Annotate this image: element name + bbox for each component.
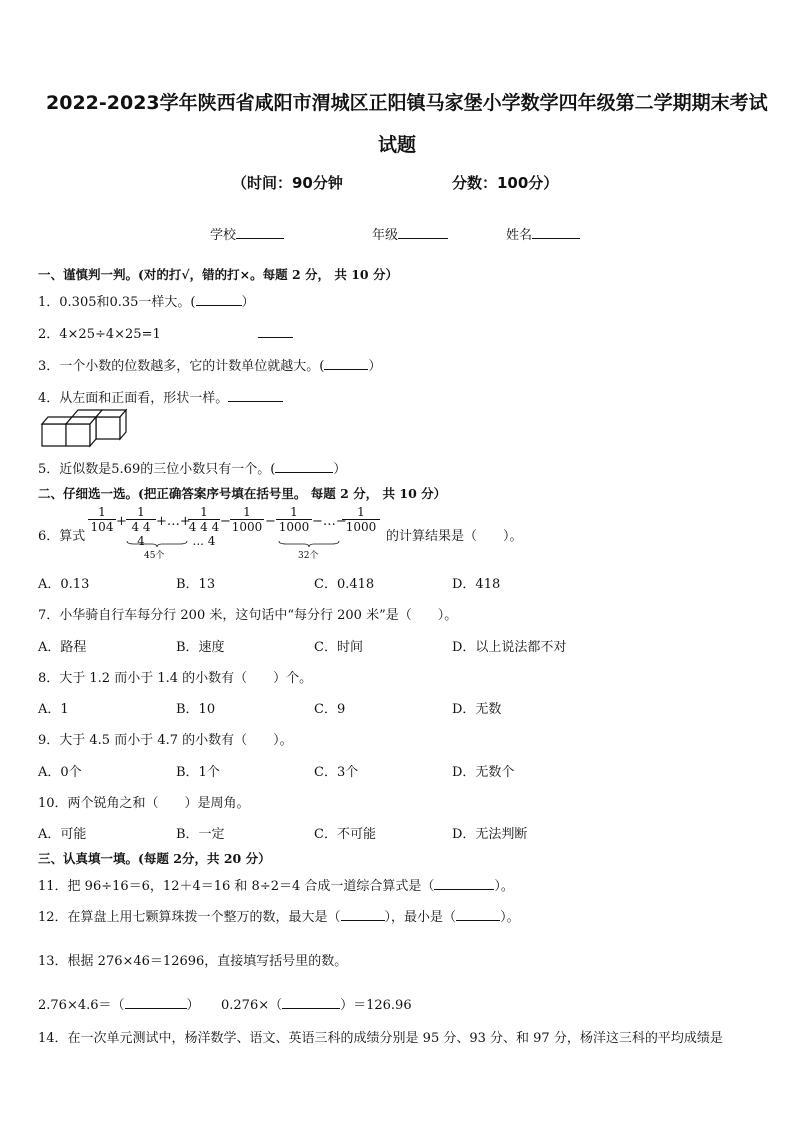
q6-frac-den: 1000 (231, 520, 263, 534)
q6-frac-num: 1 (126, 505, 156, 520)
q12-blank-min[interactable] (456, 908, 500, 921)
q6-frac-num: 1 (188, 505, 220, 520)
q6-option-d[interactable]: D．418 (452, 577, 501, 592)
name-blank[interactable] (532, 226, 580, 239)
q13-b-blank[interactable] (282, 996, 340, 1009)
q10-option-b[interactable]: B．一定 (176, 827, 225, 842)
q12-mid: ），最小是（ (384, 910, 457, 925)
q3-text: 3．一个小数的位数越多，它的计数单位就越大。( (38, 359, 325, 374)
grade-label: 年级 (372, 228, 399, 243)
q13-a-blank[interactable] (125, 996, 187, 1009)
q6-fraction (230, 505, 264, 534)
question-1 (38, 291, 255, 310)
question-6-prefix: 6．算式 (38, 529, 86, 544)
q2-blank[interactable] (258, 325, 293, 338)
q13-part-b (221, 994, 412, 1013)
q8-option-a[interactable]: A．1 (38, 702, 69, 717)
q10-option-a[interactable]: A．可能 (38, 827, 87, 842)
q6-fraction (342, 505, 380, 534)
question-12 (38, 906, 520, 925)
q6-fraction (276, 505, 312, 534)
q6-frac-num: 1 (342, 505, 380, 520)
q8-option-b[interactable]: B．10 (176, 702, 216, 717)
exam-score: 分数：100分） (452, 174, 559, 192)
q8-option-d[interactable]: D．无数 (452, 702, 502, 717)
q10-option-d[interactable]: D．无法判断 (452, 827, 528, 842)
school-field (210, 224, 284, 243)
q5-text: 5．近似数是5.69的三位小数只有一个。( (38, 462, 276, 477)
q12-blank-max[interactable] (341, 908, 385, 921)
q6-frac-den: 4 4 4 ... 4 (188, 520, 220, 548)
school-label: 学校 (210, 228, 237, 243)
q6-frac-den: 1000 (278, 520, 310, 534)
q6-frac-den: 1000 (345, 520, 377, 534)
name-label: 姓名 (506, 228, 533, 243)
q6-frac-den: 104 (90, 520, 114, 534)
section-3-heading: 三、认真填一填。(每题 2分，共 20 分） (38, 851, 271, 866)
question-11 (38, 875, 514, 894)
q1-text: 1．0.305和0.35一样大。( (38, 295, 196, 310)
q4-blank[interactable] (228, 389, 283, 402)
q13-a-close: ） (186, 998, 200, 1013)
q11-close: ）。 (494, 879, 514, 894)
q5-blank[interactable] (275, 460, 333, 473)
q1-close: ） (241, 295, 255, 310)
q9-option-b[interactable]: B．1个 (176, 765, 220, 780)
section-2-heading: 二、仔细选一选。(把正确答案序号填在括号里。 每题 2 分， 共 10 分） (38, 486, 447, 501)
q11-blank[interactable] (434, 877, 494, 890)
school-blank[interactable] (236, 226, 284, 239)
name-field (506, 224, 580, 243)
question-10: 10．两个锐角之和（ ）是周角。 (38, 796, 250, 811)
q12-close: ）。 (500, 910, 520, 925)
q9-option-d[interactable]: D．无数个 (452, 765, 515, 780)
q12-text: 12．在算盘上用七颗算珠拨一个整万的数，最大是（ (38, 910, 341, 925)
q7-option-c[interactable]: C．时间 (314, 640, 363, 655)
q9-option-c[interactable]: C．3个 (314, 765, 359, 780)
q6-fraction (88, 505, 116, 534)
q6-op: − (265, 514, 276, 529)
q7-option-d[interactable]: D．以上说法都不对 (452, 640, 567, 655)
q13-part-a (38, 994, 200, 1013)
q6-op: + (116, 514, 127, 529)
question-14: 14．在一次单元测试中，杨洋数学、语文、英语三科的成绩分别是 95 分、93 分、和 97 分，杨洋这三科的平均成绩是 (38, 1031, 723, 1046)
q6-op: +…+ (156, 514, 191, 529)
q6-option-a[interactable]: A．0.13 (38, 577, 90, 592)
grade-blank[interactable] (398, 226, 448, 239)
section-1-heading: 一、谨慎判一判。(对的打√，错的打×。每题 2 分， 共 10 分） (38, 267, 398, 282)
q8-option-c[interactable]: C．9 (314, 702, 346, 717)
q6-brace-a-label: 45个 (144, 551, 165, 561)
question-3 (38, 355, 381, 374)
q6-fraction (188, 505, 220, 548)
q2-text: 2．4×25÷4×25=1 (38, 327, 161, 342)
q6-brace-b-label: 32个 (298, 551, 319, 561)
question-13: 13．根据 276×46＝12696，直接填写括号里的数。 (38, 954, 348, 969)
question-8: 8．大于 1.2 而小于 1.4 的小数有（ ）个。 (38, 671, 313, 686)
q13-b-text: 0.276×（ (221, 998, 283, 1013)
question-2 (38, 323, 161, 342)
q4-text: 4．从左面和正面看，形状一样。 (38, 391, 229, 406)
page-title-line2: 试题 (378, 134, 417, 156)
q6-frac-num: 1 (276, 505, 312, 520)
q1-blank[interactable] (196, 293, 242, 306)
q6-brace-b (278, 540, 340, 548)
q11-text: 11．把 96÷16＝6，12＋4＝16 和 8÷2＝4 合成一道综合算式是（ (38, 879, 435, 894)
q6-frac-num: 1 (230, 505, 264, 520)
q7-option-b[interactable]: B．速度 (176, 640, 225, 655)
q3-blank[interactable] (324, 357, 368, 370)
q6-frac-den: 4 4 4 (131, 520, 151, 548)
q6-frac-num: 1 (88, 505, 116, 520)
page-title: 2022-2023学年陕西省咸阳市渭城区正阳镇马家堡小学数学四年级第二学期期末考试 (46, 92, 768, 114)
q6-brace-a (126, 540, 188, 548)
q6-op: −…− (312, 514, 347, 529)
q13-b-close: ）＝126.96 (340, 998, 412, 1013)
question-5 (38, 458, 346, 477)
q13-a-text: 2.76×4.6＝（ (38, 998, 125, 1013)
question-6-suffix: 的计算结果是（ ）。 (386, 529, 523, 544)
exam-time: （时间：90分钟 (232, 174, 343, 192)
q9-option-a[interactable]: A．0个 (38, 765, 82, 780)
question-9: 9．大于 4.5 而小于 4.7 的小数有（ ）。 (38, 733, 293, 748)
grade-field (372, 224, 448, 243)
question-4 (38, 387, 283, 406)
q5-close: ） (333, 462, 347, 477)
cube-figure (40, 408, 128, 450)
question-7: 7．小华骑自行车每分行 200 米，这句话中“每分行 200 米”是（ ）。 (38, 608, 458, 623)
q10-option-c[interactable]: C．不可能 (314, 827, 376, 842)
q7-option-a[interactable]: A．路程 (38, 640, 87, 655)
q6-option-c[interactable]: C．0.418 (314, 577, 375, 592)
q6-op: − (220, 514, 231, 529)
q3-close: ） (368, 359, 382, 374)
q6-option-b[interactable]: B．13 (176, 577, 216, 592)
